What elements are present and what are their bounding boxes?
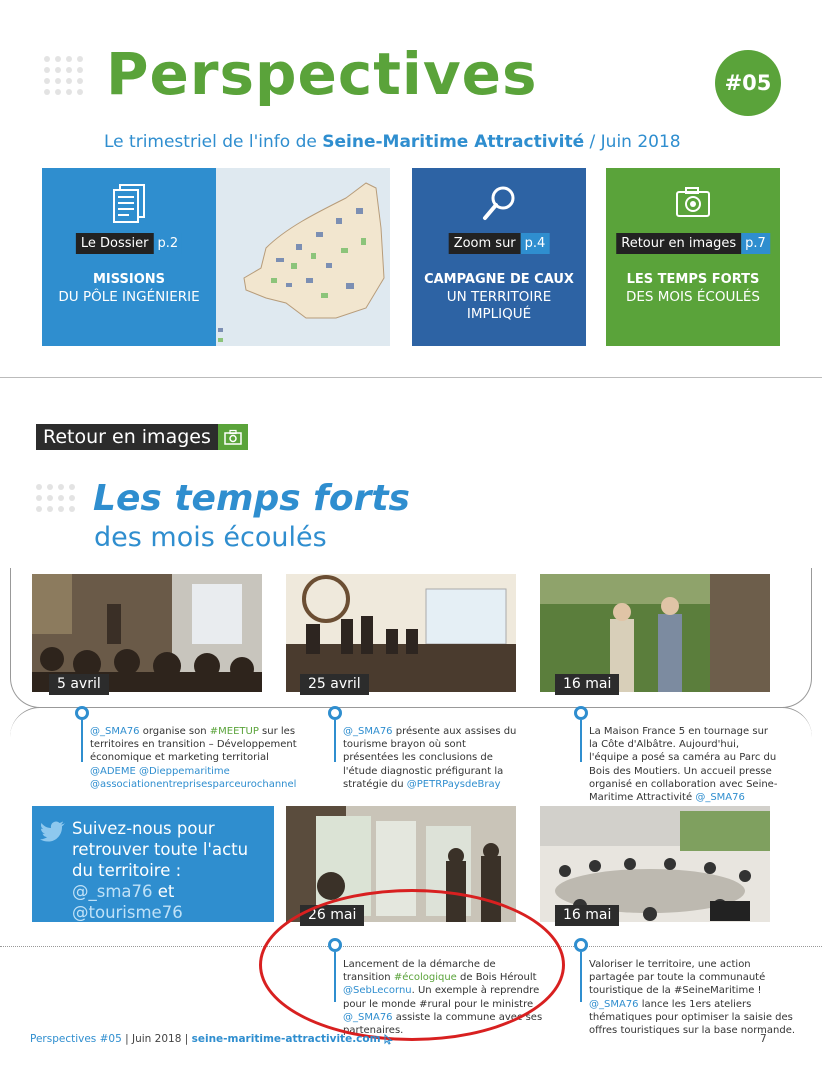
event-description: Lancement de la démarche de transition #écologique de Bois Héroult @SebLecornu. Un exemple à reprendre pour le monde #rural pour le ministre @_SMA76 assiste la commune avec ses partenaires. — [343, 959, 543, 1037]
page-separator — [0, 377, 822, 378]
seine-maritime-map — [216, 168, 390, 346]
page-title: Perspectives — [106, 40, 538, 108]
event-date: 16 mai — [555, 905, 619, 926]
decorative-dots — [44, 56, 83, 95]
event-date: 26 mai — [300, 905, 364, 926]
card-title: CAMPAGNE DE CAUX — [424, 272, 574, 287]
event-date: 5 avril — [49, 674, 109, 695]
website-link[interactable]: seine-maritime-attractivite.com — [191, 1033, 381, 1045]
card-dossier[interactable] — [42, 168, 216, 346]
card-title: MISSIONS — [92, 272, 166, 287]
page-number: 7 — [760, 1033, 767, 1045]
section-heading: Les temps forts — [93, 478, 410, 519]
card-retour[interactable] — [606, 168, 780, 346]
section-badge: Retour en images — [36, 424, 248, 450]
section-subheading: des mois écoulés — [94, 522, 327, 553]
timeline-node — [574, 938, 588, 952]
card-label: Le Dossier p.2 — [76, 233, 182, 254]
event-description: Valoriser le territoire, une action partagée par toute la communauté touristique de la #SeineMaritime ! @_SMA76 lance les 1ers ateliers thématiques pour optimiser la saisie des offres touristiques sur la base normande. — [589, 959, 796, 1037]
event-date: 25 avril — [300, 674, 369, 695]
event-description: @_SMA76 présente aux assises du tourisme brayon où sont présentées les conclusions de l'étude diagnostic préfigurant la stratégie du @PETRPaysdeBray — [343, 726, 517, 790]
timeline-node — [574, 706, 588, 720]
cursor-icon — [384, 1034, 393, 1045]
event-date: 16 mai — [555, 674, 619, 695]
timeline-connector — [81, 720, 83, 762]
twitter-link-sma76[interactable]: @_sma76 — [72, 882, 153, 901]
card-subtitle: UN TERRITOIRE IMPLIQUÉ — [446, 289, 552, 322]
page-footer: Perspectives #05 | Juin 2018 | seine-maritime-attractivite.com — [30, 1033, 393, 1045]
card-label: Zoom sur p.4 — [449, 233, 550, 254]
timeline-connector — [580, 952, 582, 1002]
card-subtitle: DES MOIS ÉCOULÉS — [626, 289, 760, 305]
follow-box: Suivez-nous pour retrouver toute l'actu du territoire : @_sma76 et @tourisme76 — [32, 806, 274, 922]
twitter-link-tourisme76[interactable]: @tourisme76 — [72, 903, 183, 922]
issue-badge: #05 — [715, 50, 781, 116]
decorative-dots — [36, 484, 75, 512]
card-label: Retour en images p.7 — [616, 233, 770, 254]
camera-icon — [673, 182, 713, 224]
card-zoom[interactable] — [412, 168, 586, 346]
card-title: LES TEMPS FORTS — [626, 272, 760, 287]
highlight-ellipse — [259, 889, 565, 1041]
event-description: La Maison France 5 en tournage sur la Côte d'Albâtre. Aujourd'hui, l'équipe a posé sa caméra au Parc du Bois des Moutiers. Un accueil presse organisé en collaboration avec Seine-Maritime Attractivité @_SMA76 — [589, 726, 778, 804]
timeline-node — [328, 706, 342, 720]
subtitle: Le trimestriel de l'info de Seine-Maritime Attractivité / Juin 2018 — [104, 132, 681, 152]
event-description: @_SMA76 organise son #MEETUP sur les territoires en transition – Développement économique et marketing territorial @ADEME @Dieppemaritime @associationentreprisesparceurochannel — [90, 726, 297, 790]
timeline-connector — [580, 720, 582, 762]
twitter-bird-icon — [40, 820, 66, 842]
document-icon — [109, 182, 149, 224]
timeline-node — [75, 706, 89, 720]
camera-icon — [224, 429, 242, 445]
magnifier-icon — [479, 182, 519, 224]
timeline-connector — [334, 720, 336, 762]
card-subtitle: DU PÔLE INGÉNIERIE — [58, 289, 200, 305]
follow-text: Suivez-nous pour retrouver toute l'actu du territoire : — [72, 819, 249, 880]
